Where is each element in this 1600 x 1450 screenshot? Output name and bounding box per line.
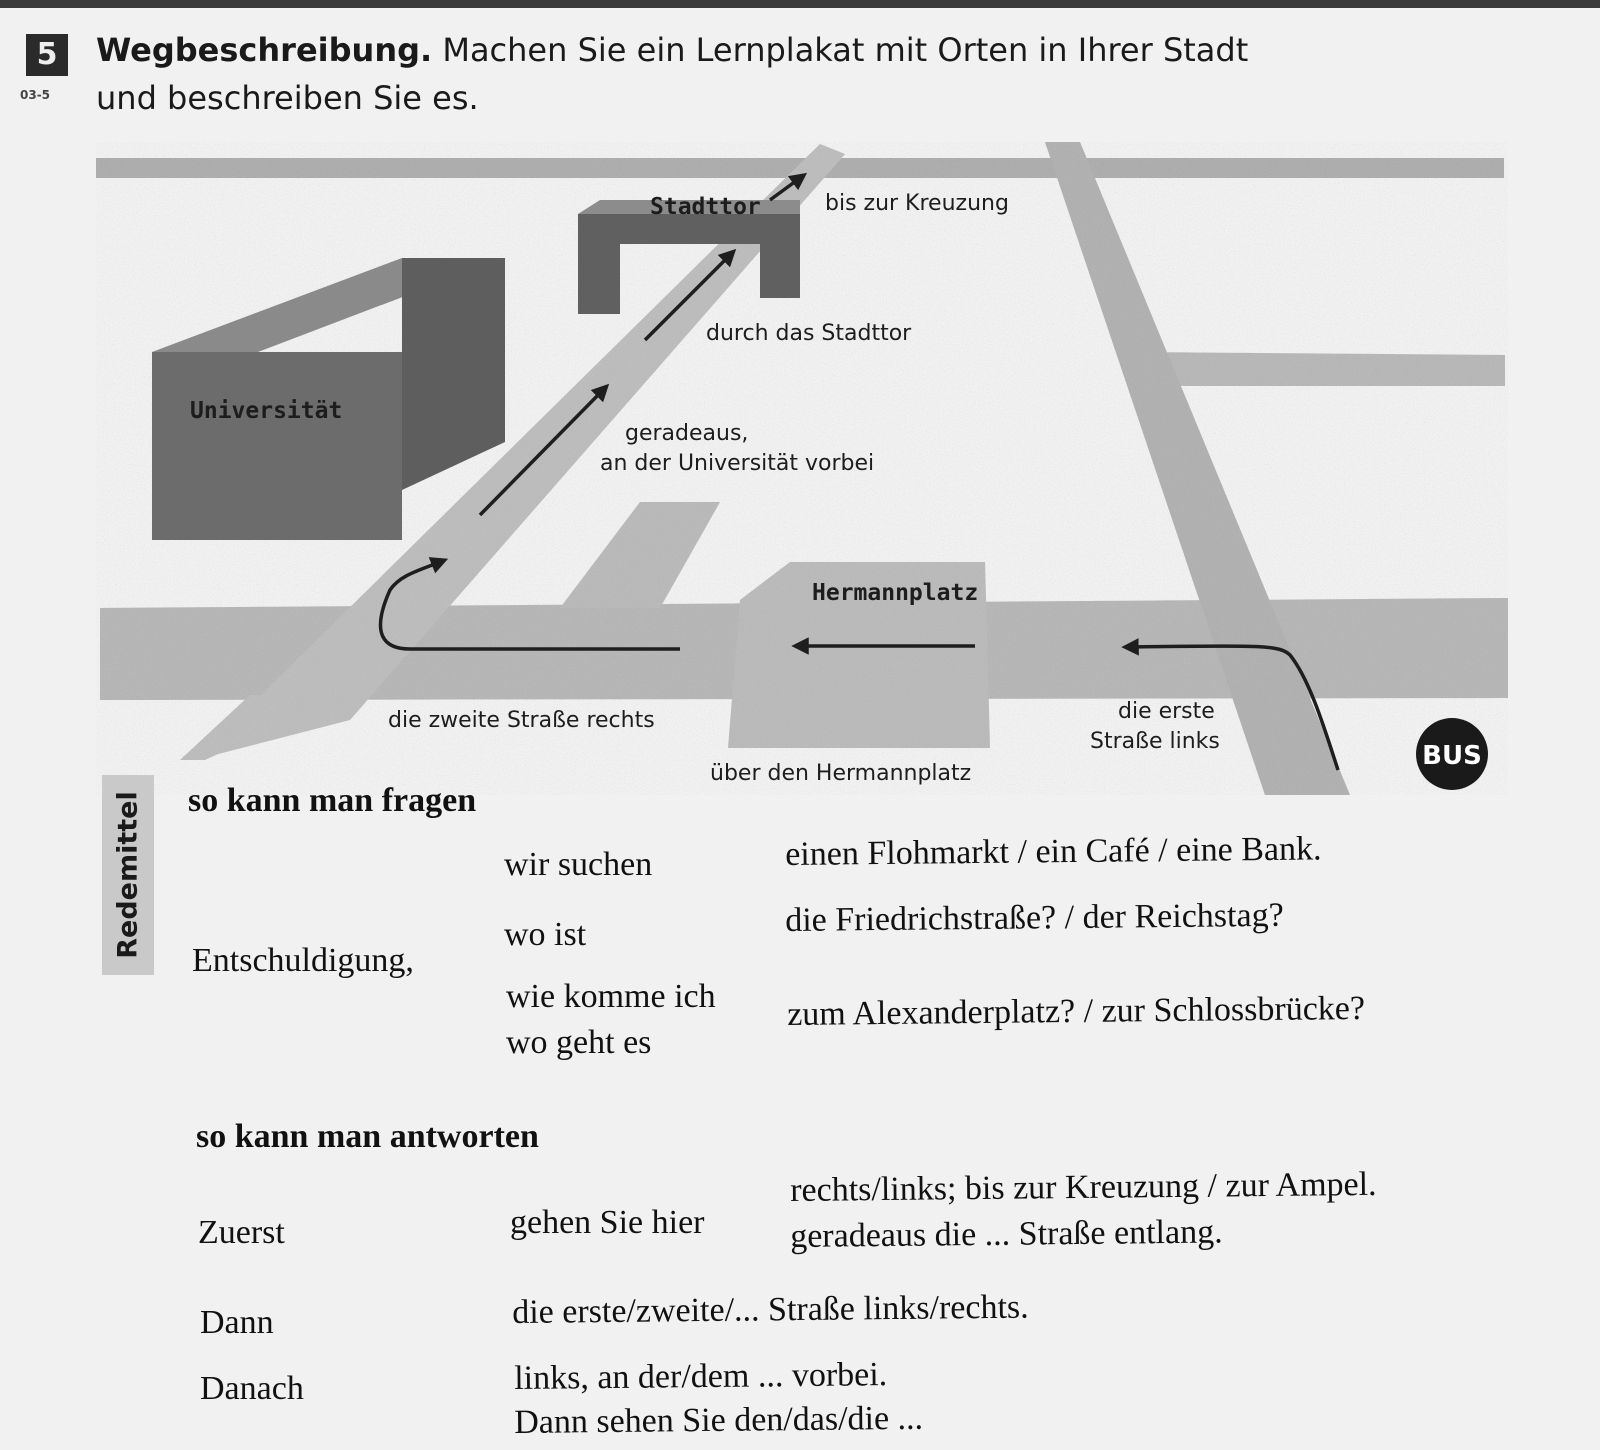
antworten-zuerst-line-1: rechts/links; bis zur Kreuzung / zur Ampel.	[790, 1165, 1377, 1209]
label-stadttor: Stadttor	[650, 194, 761, 220]
section-title-fragen: so kann man fragen	[188, 782, 477, 819]
redemittel-tab-label: Redemittel	[112, 791, 144, 959]
heading-bold: Wegbeschreibung.	[96, 31, 433, 69]
label-universitaet: Universität	[190, 398, 343, 424]
audio-track-label: 03-5	[20, 88, 51, 102]
fragen-object-2: die Friedrichstraße? / der Reichstag?	[785, 896, 1284, 939]
label-ueber-hermannplatz: über den Hermannplatz	[710, 761, 972, 786]
label-an-der-universitaet: an der Universität vorbei	[600, 451, 875, 476]
antworten-adverb-danach: Danach	[200, 1370, 304, 1407]
fragen-verb-2: wo ist	[504, 916, 587, 953]
label-hermannplatz: Hermannplatz	[812, 580, 979, 606]
heading-rest: Machen Sie ein Lernplakat mit Orten in Ihrer Stadt	[432, 31, 1249, 69]
bus-stop-sign	[1416, 718, 1488, 790]
redemittel-tab	[102, 775, 154, 975]
label-bis-zur-kreuzung: bis zur Kreuzung	[825, 191, 1009, 216]
antworten-zuerst-line-2: geradeaus die ... Straße entlang.	[790, 1213, 1223, 1255]
antworten-verb-zuerst: gehen Sie hier	[510, 1204, 705, 1241]
fragen-object-3: zum Alexanderplatz? / zur Schlossbrücke?	[787, 989, 1366, 1033]
label-die-erste: die erste	[1118, 699, 1215, 724]
heading-line-2: und beschreiben Sie es.	[96, 79, 479, 117]
scan-top-edge	[0, 0, 1600, 8]
antworten-danach-line-1: links, an der/dem ... vorbei.	[514, 1356, 888, 1397]
label-durch-das-stadttor: durch das Stadttor	[706, 321, 912, 346]
antworten-danach-line-2: Dann sehen Sie den/das/die ...	[514, 1399, 924, 1441]
fragen-object-1: einen Flohmarkt / ein Café / eine Bank.	[785, 830, 1322, 873]
right-branch-street	[1135, 352, 1505, 386]
middle-side-street	[560, 502, 720, 608]
section-title-antworten: so kann man antworten	[196, 1118, 539, 1155]
exercise-number-badge: 5	[26, 34, 68, 76]
label-geradeaus: geradeaus,	[625, 421, 749, 446]
heading-line-1	[96, 26, 1396, 74]
fragen-verb-4: wo geht es	[506, 1024, 652, 1061]
antworten-dann-text: die erste/zweite/... Straße links/rechts.	[512, 1288, 1029, 1331]
label-zweite-strasse: die zweite Straße rechts	[388, 708, 655, 733]
fragen-opener: Entschuldigung,	[192, 942, 414, 979]
exercise-heading	[96, 26, 1396, 122]
fragen-verb-3: wie komme ich	[506, 978, 716, 1015]
antworten-adverb-zuerst: Zuerst	[198, 1214, 285, 1251]
antworten-adverb-dann: Dann	[200, 1304, 274, 1341]
route-map	[0, 130, 1600, 810]
label-strasse-links: Straße links	[1090, 729, 1220, 754]
bus-sign-text: BUS	[1422, 741, 1482, 771]
fragen-verb-1: wir suchen	[504, 846, 653, 883]
